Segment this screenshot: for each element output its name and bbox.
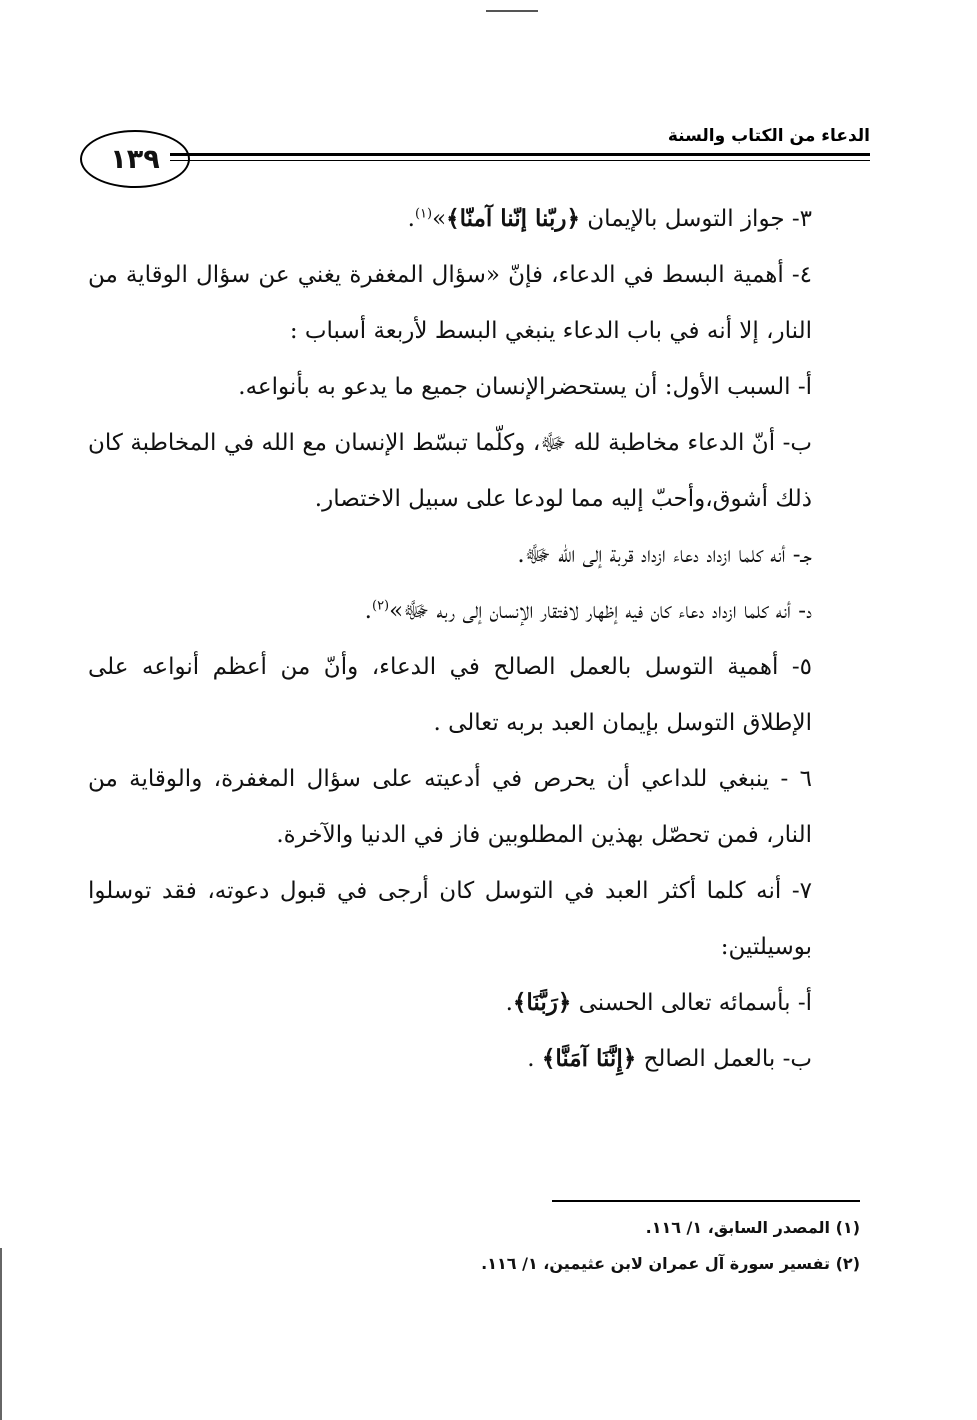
page-header (70, 112, 870, 192)
reason-a: أ- السبب الأول: أن يستحضرالإنسان جميع ما يدعو به بأنواعه. (238, 374, 812, 400)
point-6: ٦ - ينبغي للداعي أن يحرص في أدعيته على سؤال المغفرة، والوقاية من النار، فمن تحصّل بهذين المطلوبين فاز في الدنيا والآخرة. (88, 766, 812, 848)
top-margin-mark (486, 10, 538, 12)
body-text (88, 191, 860, 1087)
header-rule-thick (170, 153, 870, 156)
reason-d: د- أنه كلما ازداد دعاء كان فيه إظهار لافتقار الإنسان إلى ربه ﷻ»$^{(٢)}$. (364, 598, 812, 624)
point-3: ٣- جواز التوسل بالإيمان ﴿ربّنا إنّنا آمنّا﴾»$^{(١)}$. (407, 205, 812, 232)
footnote-separator (552, 1200, 860, 1202)
quran-quote: ﴿رَبَّنَا﴾ (512, 989, 572, 1016)
running-title: الدعاء من الكتاب والسنة (667, 126, 870, 146)
footnote-1: (١) المصدر السابق، ١/ ١١٦. (645, 1218, 860, 1237)
means-b: ب- بالعمل الصالح ﴿إِنَّنَا آمَنَّا﴾ . (527, 1045, 812, 1072)
page-number: ١٣٩ (110, 143, 160, 175)
page-edge-line (0, 1248, 2, 1420)
point-4: ٤- أهمية البسط في الدعاء، فإنّ «سؤال المغفرة يغني عن سؤال الوقاية من النار، إلا أنه في باب الدعاء ينبغي البسط لأربعة أسباب : (88, 262, 812, 344)
footnote-ref: (٢) (371, 598, 390, 614)
point-7: ٧- أنه كلما أكثر العبد في التوسل كان أرجى في قبول دعوته، فقد توسلوا بوسيلتين: (88, 878, 812, 960)
footnotes (300, 1210, 860, 1282)
header-rule-thin (170, 160, 870, 161)
footnote-2: (٢) تفسير سورة آل عمران لابن عثيمين، ١/ ١١٦. (481, 1254, 860, 1273)
quran-quote: ﴿ربّنا إنّنا آمنّا﴾ (446, 205, 580, 232)
page-number-oval (80, 130, 190, 188)
reason-c: جـ- أنه كلما ازداد دعاء ازداد قربة إلى الله ﷻ. (517, 542, 812, 568)
point-5: ٥- أهمية التوسل بالعمل الصالح في الدعاء، وأنّ من أعظم أنواعه على الإطلاق التوسل بإيمان العبد بربه تعالى . (88, 654, 812, 736)
reason-b: ب- أنّ الدعاء مخاطبة لله ﷻ، وكلّما تبسّط الإنسان مع الله في المخاطبة كان ذلك أشوق،وأحبّ إليه مما لودعا على سبيل الاختصار. (88, 430, 812, 512)
means-a: أ- بأسمائه تعالى الحسنى ﴿رَبَّنَا﴾. (505, 989, 812, 1016)
quran-quote: ﴿إِنَّنَا آمَنَّا﴾ (541, 1045, 637, 1072)
footnote-ref: (١) (414, 206, 433, 222)
